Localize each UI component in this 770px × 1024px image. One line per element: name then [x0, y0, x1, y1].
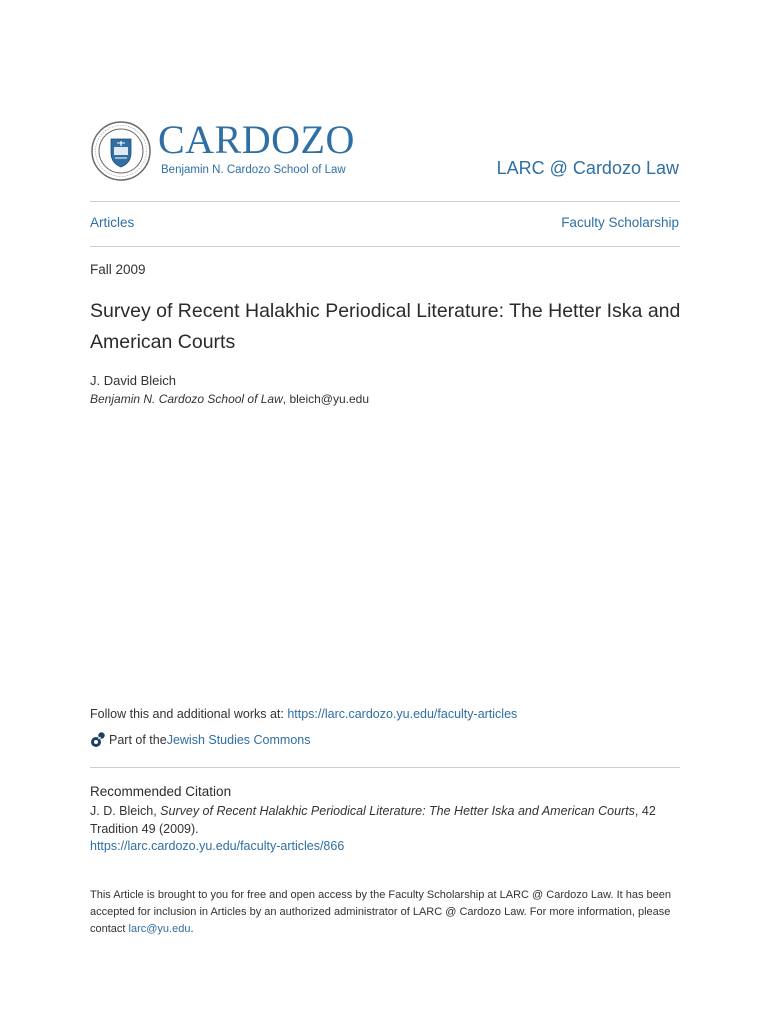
part-of-line	[90, 731, 311, 749]
faculty-scholarship-link[interactable]: Faculty Scholarship	[561, 215, 679, 230]
header-divider	[90, 201, 680, 202]
yeshiva-university-seal-icon	[90, 120, 152, 182]
nav-divider	[90, 246, 680, 247]
author-email: , bleich@yu.edu	[282, 392, 370, 406]
articles-link[interactable]: Articles	[90, 215, 135, 230]
citation-divider	[90, 767, 680, 768]
author-name: J. David Bleich	[90, 373, 176, 388]
publication-date: Fall 2009	[90, 262, 146, 277]
citation-details: , 42 Tradition 49 (2009).	[90, 804, 656, 836]
citation-url-link[interactable]: https://larc.cardozo.yu.edu/faculty-articles/866	[90, 839, 345, 853]
logo-subtitle: Benjamin N. Cardozo School of Law	[161, 164, 346, 176]
cardozo-logo	[90, 117, 380, 182]
affiliation-name: Benjamin N. Cardozo School of Law	[90, 392, 283, 406]
follow-line	[90, 707, 517, 721]
logo-wordmark: CARDOZO	[158, 117, 355, 162]
citation-title: Survey of Recent Halakhic Periodical Literature: The Hetter Iska and American Courts	[160, 804, 635, 818]
citation-text	[90, 803, 680, 856]
notice-end: .	[190, 923, 194, 935]
article-title: Survey of Recent Halakhic Periodical Literature: The Hetter Iska and American Courts	[90, 300, 681, 353]
citation-authors: J. D. Bleich,	[90, 804, 161, 818]
access-notice	[90, 887, 680, 938]
repository-name-link[interactable]: LARC @ Cardozo Law	[496, 158, 679, 178]
jewish-studies-commons-link[interactable]: Jewish Studies Commons	[166, 733, 311, 747]
follow-prefix: Follow this and additional works at:	[90, 707, 288, 721]
contact-email-link[interactable]: larc@yu.edu	[128, 923, 191, 935]
part-of-prefix: Part of the	[109, 733, 167, 747]
recommended-citation-heading: Recommended Citation	[90, 784, 232, 799]
network-icon	[90, 731, 106, 749]
faculty-articles-url-link[interactable]: https://larc.cardozo.yu.edu/faculty-articles	[287, 707, 518, 721]
author-affiliation	[90, 392, 369, 406]
notice-text: This Article is brought to you for free and open access by the Faculty Scholarship at LARC @ Cardozo Law. It has been accepted for inclusion in Articles by an authorized administrator of LARC @ Cardozo Law. For more information, please contact	[90, 889, 672, 935]
